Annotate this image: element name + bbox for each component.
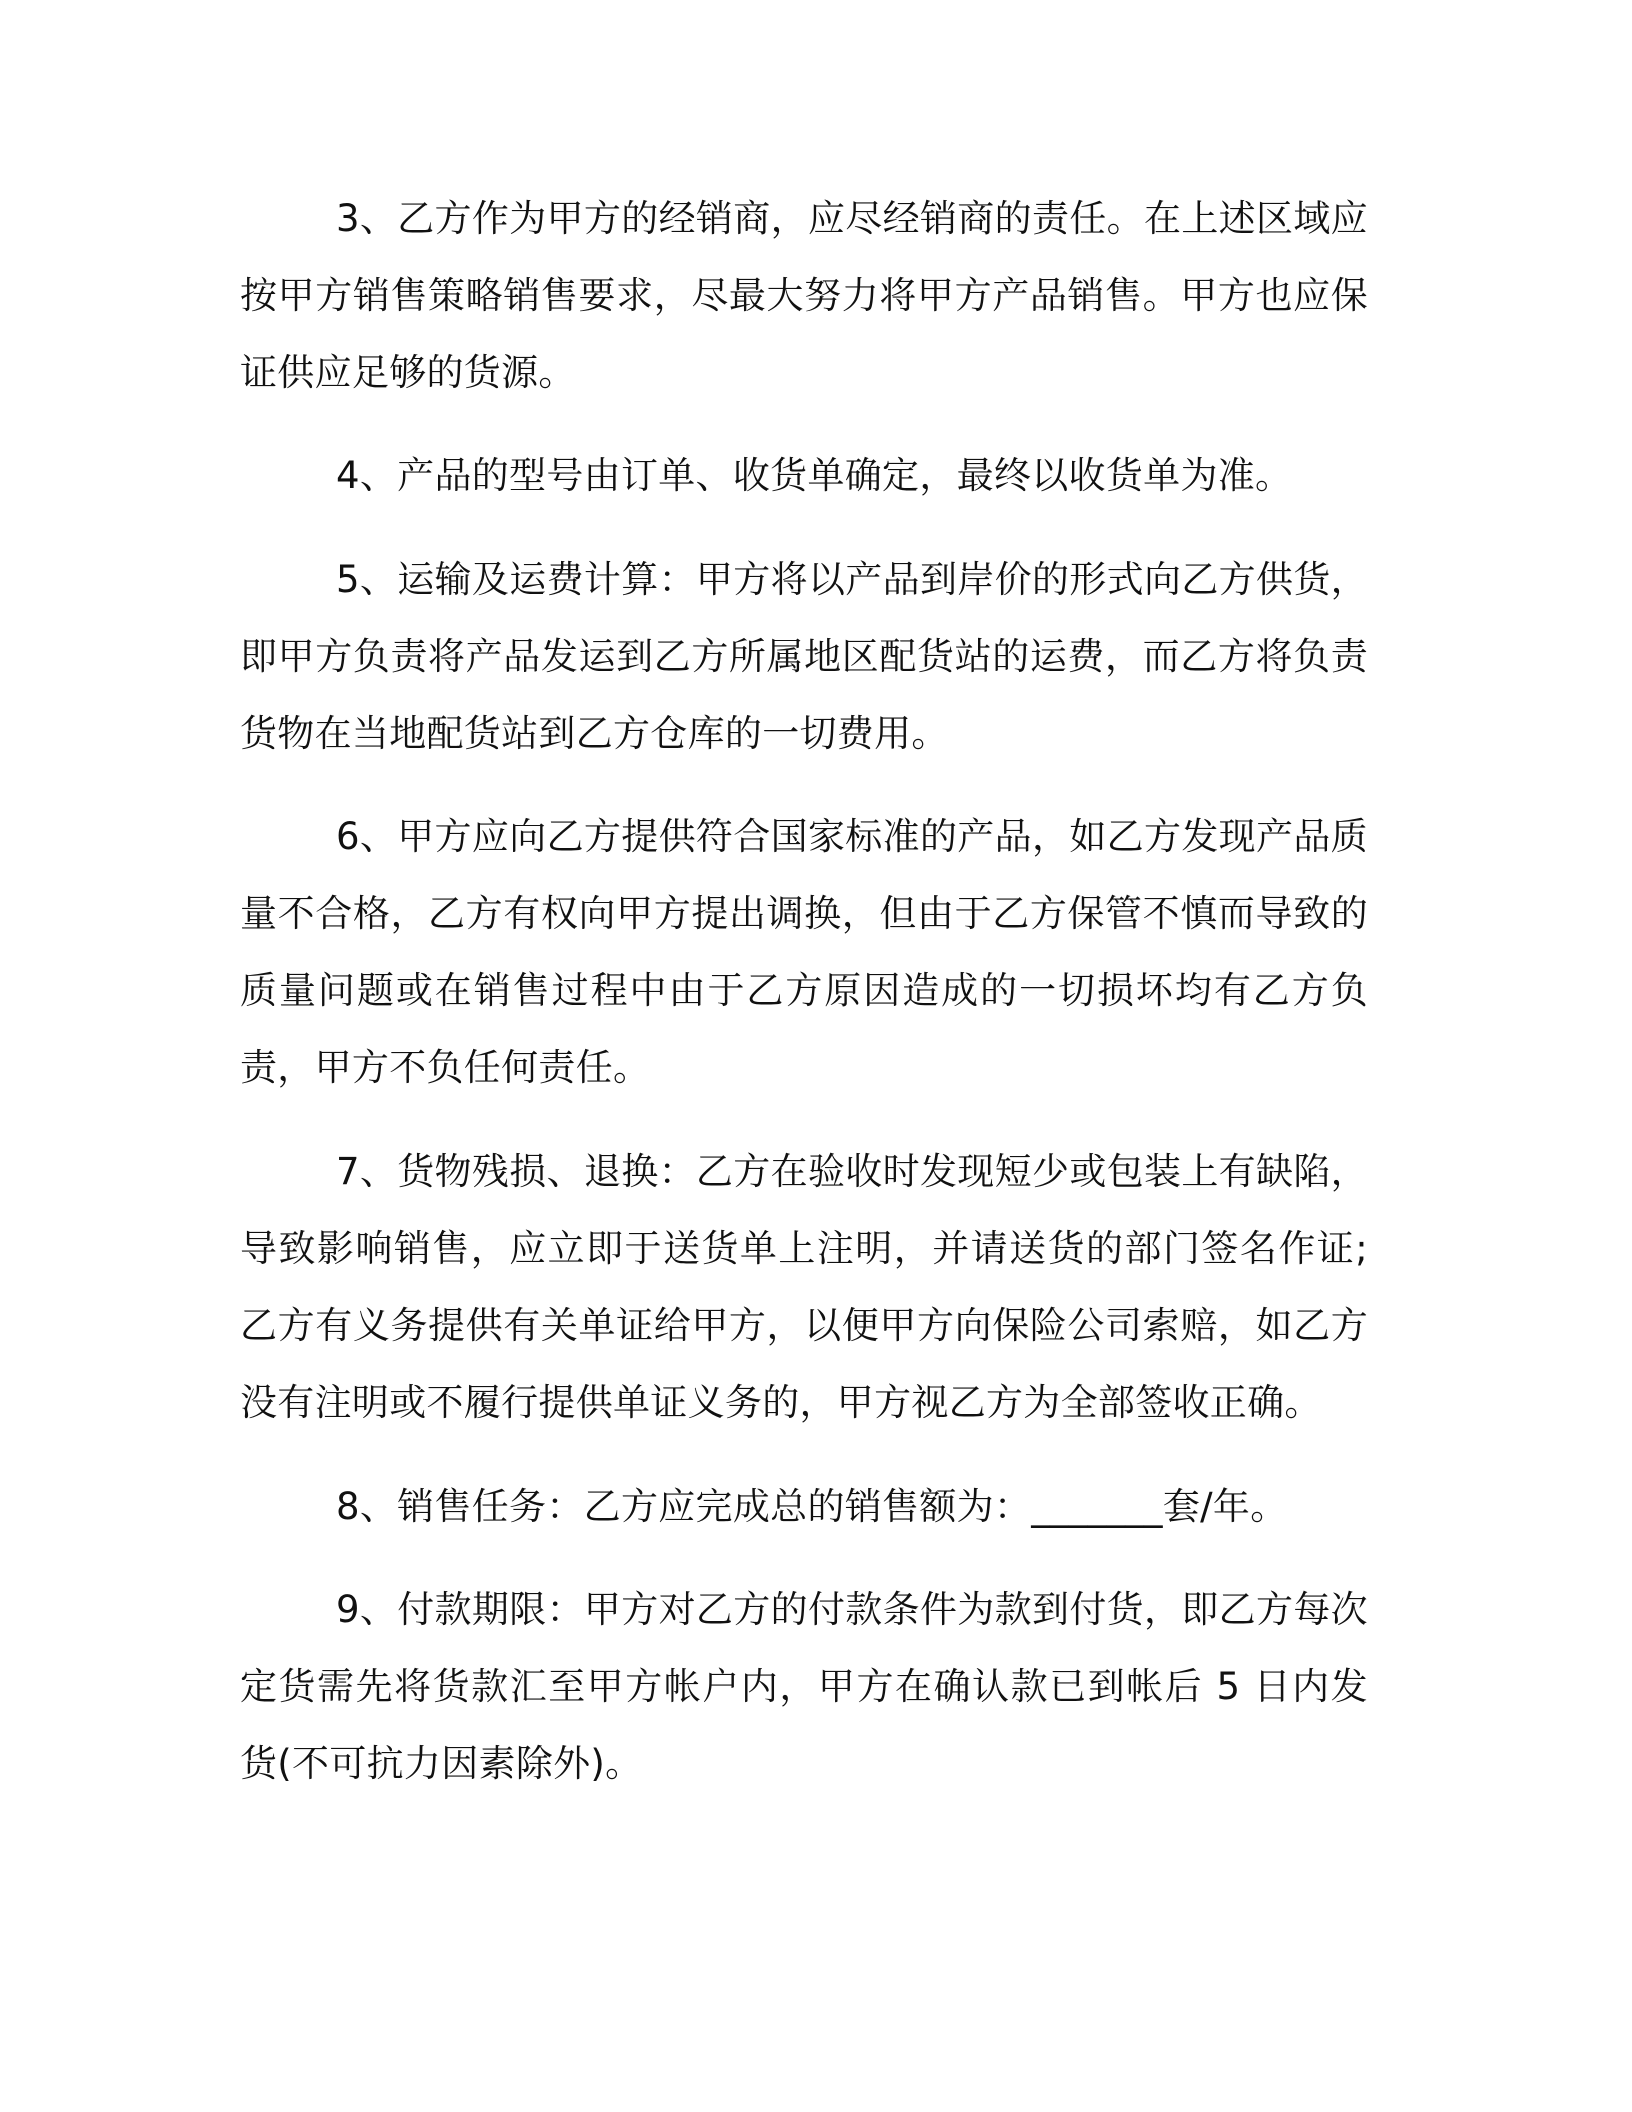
clause-8: 8、销售任务：乙方应完成总的销售额为：_______套/年。 (336, 1485, 1288, 1528)
clause-9: 9、付款期限：甲方对乙方的付款条件为款到付货，即乙方每次定货需先将货款汇至甲方帐户内，甲方在确认款已到帐后 5 日内发货(不可抗力因素除外)。 (240, 1588, 1368, 1785)
clause-4: 4、产品的型号由订单、收货单确定，最终以收货单为准。 (336, 454, 1293, 497)
clause-6: 6、甲方应向乙方提供符合国家标准的产品，如乙方发现产品质量不合格，乙方有权向甲方提出调换，但由于乙方保管不慎而导致的质量问题或在销售过程中由于乙方原因造成的一切损坏均有乙方负责，甲方不负任何责任。 (240, 815, 1368, 1089)
clause-7: 7、货物残损、退换：乙方在验收时发现短少或包装上有缺陷，导致影响销售，应立即于送货单上注明，并请送货的部门签名作证;乙方有义务提供有关单证给甲方，以便甲方向保险公司索赔，如乙方没有注明或不履行提供单证义务的，甲方视乙方为全部签收正确。 (240, 1150, 1368, 1424)
clause-5: 5、运输及运费计算：甲方将以产品到岸价的形式向乙方供货，即甲方负责将产品发运到乙方所属地区配货站的运费，而乙方将负责货物在当地配货站到乙方仓库的一切费用。 (240, 558, 1368, 755)
clause-3: 3、乙方作为甲方的经销商，应尽经销商的责任。在上述区域应按甲方销售策略销售要求，尽最大努力将甲方产品销售。甲方也应保证供应足够的货源。 (240, 197, 1368, 394)
